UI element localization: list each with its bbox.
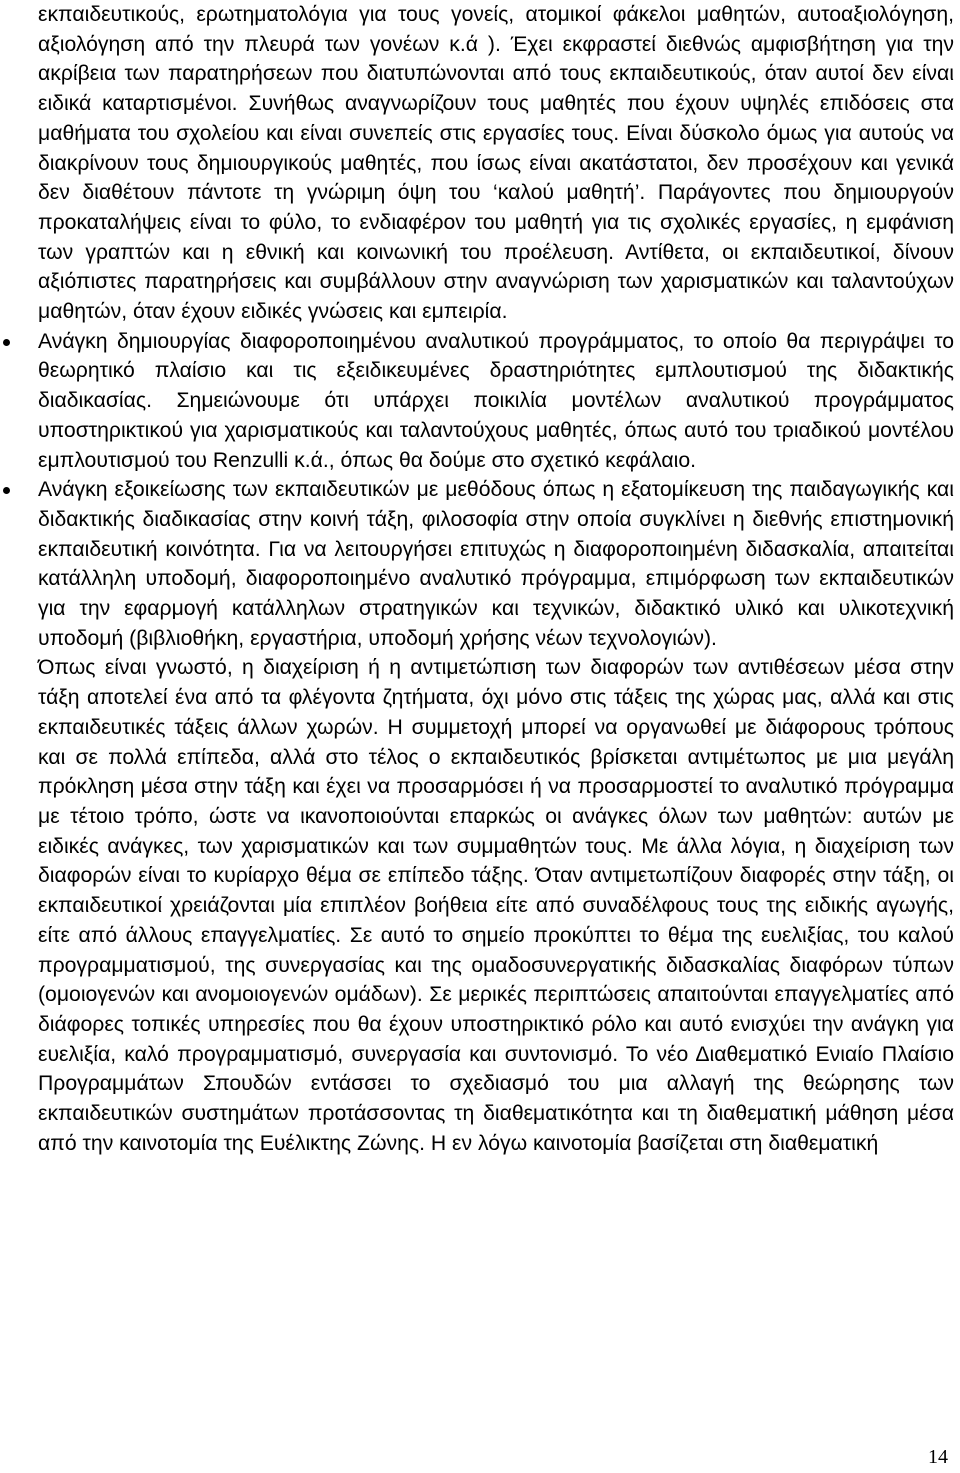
intro-paragraph: εκπαιδευτικούς, ερωτηματολόγια για τους γονείς, ατομικοί φάκελοι μαθητών, αυτοαξιολόγηση, αξιολόγηση από την πλευρά των γονέων κ.ά ). Έχει εκφραστεί διεθνώς αμφισβήτηση για την ακρίβεια των παρατηρήσεων που διατυπώνονται από τους εκπαιδευτικούς, όταν αυτοί δεν είναι ειδικά καταρτισμένοι. Συνήθως αναγνωρίζουν τους μαθητές που έχουν υψηλές επιδόσεις στα μαθήματα του σχολείου και είναι συνεπείς στις εργασίες τους. Είναι δύσκολο όμως για αυτούς να διακρίνουν τους δημιουργικούς μαθητές, που ίσως είναι ακατάστατοι, δεν προσέχουν και γενικά δεν διαθέτουν πάντοτε τη γνώριμη όψη του ‘καλού μαθητή’. Παράγοντες που δημιουργούν προκαταλήψεις είναι το φύλο, το ενδιαφέρον του μαθητή για τις σχολικές εργασίες, η εμφάνιση των γραπτών και η εθνική και κοινωνική του προέλευση. Αντίθετα, οι εκπαιδευτικοί, δίνουν αξιόπιστες παρατηρήσεις και συμβάλλουν στην αναγνώριση των χαρισματικών και ταλαντούχων μαθητών, όταν έχουν ειδικές γνώσεις και εμπειρία. [38,3,954,324]
bullet-icon [3,487,10,494]
document-page [38,0,954,1158]
bullet-item [38,327,954,476]
bullet-icon [3,339,10,346]
page-number: 14 [928,1446,948,1468]
bullet-item [38,475,954,653]
bullet-text: Ανάγκη εξοικείωσης των εκπαιδευτικών με μεθόδους όπως η εξατομίκευση της παιδαγωγικής και διδακτικής διαδικασίας στην κοινή τάξη, φιλοσοφία στην οποία συγκλίνει η διεθνής επιστημονική εκπαιδευτική κοινότητα. Για να λειτουργήσει επιτυχώς η διαφοροποιημένη διδασκαλία, απαιτείται κατάλληλη υποδομή, διαφοροποιημένο αναλυτικό πρόγραμμα, επιμόρφωση των εκπαιδευτικών για την εφαρμογή κατάλληλων στρατηγικών και τεχνικών, διδακτικό υλικό και υλικοτεχνική υποδομή (βιβλιοθήκη, εργαστήρια, υποδομή χρήσης νέων τεχνολογιών). [38,478,954,650]
bullet-text: Ανάγκη δημιουργίας διαφοροποιημένου αναλυτικού προγράμματος, το οποίο θα περιγράψει το θεωρητικό πλαίσιο και τις εξειδικευμένες δραστηριότητες εμπλουτισμού της διδακτικής διαδικασίας. Σημειώνουμε ότι υπάρχει ποικιλία μοντέλων αναλυτικού προγράμματος υποστηρικτικού για χαρισματικούς και ταλαντούχους μαθητές, όπως αυτό του τριαδικού μοντέλου εμπλουτισμού του Renzulli κ.ά., όπως θα δούμε στο σχετικό κεφάλαιο. [38,329,954,472]
closing-paragraph: Όπως είναι γνωστό, η διαχείριση ή η αντιμετώπιση των διαφορών των αντιθέσεων μέσα στην τάξη αποτελεί ένα από τα φλέγοντα ζητήματα, όχι μόνο στις τάξεις της χώρας μας, αλλά και στις εκπαιδευτικές τάξεις άλλων χωρών. Η συμμετοχή μπορεί να οργανωθεί με διάφορους τρόπους και σε πολλά επίπεδα, αλλά στο τέλος ο εκπαιδευτικός βρίσκεται αντιμέτωπος με μια μεγάλη πρόκληση μέσα στην τάξη και έχει να προσαρμόσει ή να προσαρμοστεί το αναλυτικό πρόγραμμα με τέτοιο τρόπο, ώστε να ικανοποιούνται επαρκώς οι ανάγκες όλων των μαθητών: αυτών με ειδικές ανάγκες, των χαρισματικών και των συμμαθητών τους. Με άλλα λόγια, η διαχείριση των διαφορών είναι το κυρίαρχο θέμα σε επίπεδο τάξης. Όταν αντιμετωπίζουν διαφορές στην τάξη, οι εκπαιδευτικοί χρειάζονται μία επιπλέον βοήθεια είτε από συναδέλφους τους της ειδικής αγωγής, είτε από άλλους επαγγελματίες. Σε αυτό το σημείο προκύπτει το θέμα της ευελιξίας, του καλού προγραμματισμού, της συνεργασίας και της ομαδοσυνεργατικής διδασκαλίας διαφόρων τύπων (ομοιογενών και ανομοιογενών ομάδων). Σε μερικές περιπτώσεις απαιτούνται επαγγελματίες από διάφορες τοπικές υπηρεσίες που θα έχουν υποστηρικτικό ρόλο και αυτό ενισχύει την ανάγκη για ευελιξία, καλό προγραμματισμό, συνεργασία και συντονισμό. Το νέο Διαθεματικό Ενιαίο Πλαίσιο Προγραμμάτων Σπουδών εντάσσει το σχεδιασμό του μια αλλαγή της θεώρησης των εκπαιδευτικών συστημάτων προτάσσοντας τη διαθεματικότητα και τη διαθεματική μάθηση μέσα από την καινοτομία της Ευέλικτης Ζώνης. Η εν λόγω καινοτομία βασίζεται στη διαθεματική [38,656,954,1155]
